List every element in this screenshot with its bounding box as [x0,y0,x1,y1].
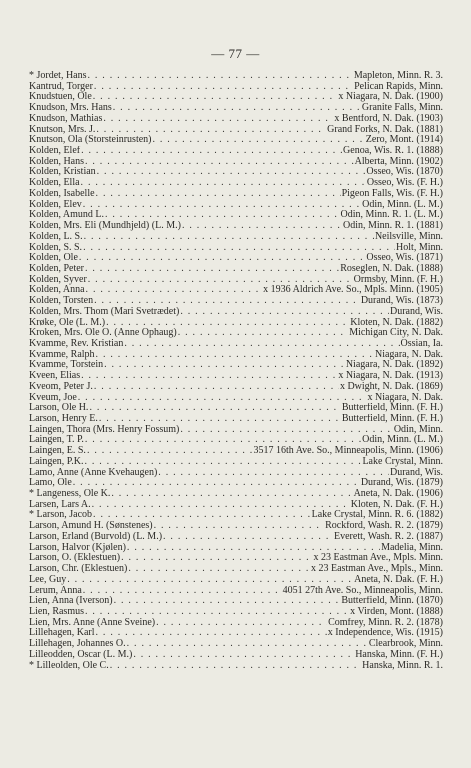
entry-name: Kroken, Mrs. Ole O. (Anne Ophaug) [29,328,177,339]
dot-leader [158,468,389,479]
dot-leader [86,285,263,296]
entry-place: Butterfield, Minn. (F. H.) [341,414,443,424]
list-item [29,167,443,178]
list-item [29,178,443,189]
entry-name: Knudson, Mathias [29,113,103,124]
entry-name: Kvamme, Ralph [29,349,95,360]
page-number: — 77 — [211,46,260,61]
list-item [29,521,443,532]
list-item [29,253,443,264]
list-item [29,371,443,382]
dot-leader [67,575,353,586]
list-item [29,243,443,254]
entry-name: Knutson, Mrs. J. [29,124,96,135]
dot-leader [83,586,282,597]
list-item [29,382,443,393]
entry-name: * Langeness, Ole K. [29,489,111,500]
entry-name: Kvamme, Torstein [29,360,104,371]
list-item [29,628,443,639]
dot-leader [124,339,399,350]
list-item [29,586,443,597]
entry-name: Laingen, E. S. [29,446,86,457]
entry-place: x Dwight, N. Dak. (1869) [339,381,443,392]
dot-leader [88,71,353,82]
list-item [29,489,443,500]
entry-name: Knutson, Ola (Storsteinrusten) [29,135,152,146]
list-item [29,457,443,468]
entry-place: Aneta, N. Dak. (1906) [353,489,443,500]
dot-leader [92,500,350,511]
entry-place: Aneta, N. Dak. (F. H.) [354,574,443,585]
entry-name: Kolden, Ole [29,253,78,264]
entry-place: Odin, Minn. (L. M.) [362,435,443,446]
dot-leader [85,264,339,275]
list-item [29,478,443,489]
entry-name: Kolden, Torsten [29,296,94,307]
entry-place: x 1936 Aldrich Ave. So., Mpls. Minn. (1905) [263,285,443,296]
entry-name: Kolden, Ella [29,178,80,189]
list-item [29,125,443,136]
entry-name: * Lilleolden, Ole C. [29,660,109,671]
dot-leader [73,478,360,489]
member-directory-list [29,71,443,671]
list-item [29,650,443,661]
entry-place: Durand, Wis. [389,306,443,317]
entry-name: Kolden, Elef [29,146,81,157]
entry-name: Laingen, Thora (Mrs. Henry Fossum) [29,424,180,435]
list-item [29,114,443,125]
entry-place: Odin, Minn. [393,424,443,435]
entry-place: Roseglen, N. Dak. (1888) [340,263,443,274]
list-item [29,210,443,221]
entry-place: x Niagara, N. Dak. [367,392,443,403]
entry-place: 4051 27th Ave. So., Minneapolis, Minn. [282,585,443,596]
dot-leader [104,360,345,371]
entry-place: Osseo, Wis. (1870) [366,167,443,178]
list-item [29,446,443,457]
entry-name: Krøke, Ole (L. M.) [29,317,106,328]
list-item [29,403,443,414]
list-item [29,468,443,479]
dot-leader [121,553,312,564]
list-item [29,285,443,296]
entry-name: Kveum, Joe [29,392,77,403]
entry-place: Durand, Wis. [389,467,443,478]
dot-leader [114,596,341,607]
entry-name: Kolden, Syver [29,274,87,285]
list-item [29,264,443,275]
entry-name: Lerum, Anna [29,585,82,596]
entry-place: Comfrey, Minn. R. 2. (1878) [328,617,443,628]
entry-place: Hanska, Minn. R. 1. [362,660,443,671]
dot-leader [163,532,333,543]
entry-place: Alberta, Minn. (1902) [354,156,443,167]
entry-place: Odin, Minn. R. 1. (L. M.) [340,210,443,221]
dot-leader [96,189,341,200]
entry-name: Kvamme, Rev. Kristian [29,338,124,349]
list-item [29,103,443,114]
dot-leader [180,425,392,436]
dot-leader [106,318,349,329]
entry-name: Lillehagen, Johannes O. [29,639,126,650]
entry-place: Madelia, Minn. [381,542,443,553]
entry-place: Butterfield, Minn. (F. H.) [341,403,443,414]
entry-name: Lamo, Anne (Anne Kvehaugen) [29,467,158,478]
dot-leader [103,114,333,125]
list-item [29,189,443,200]
dot-leader [178,328,348,339]
entry-name: Kolden, Anna [29,285,85,296]
entry-name: * Jordet, Hans [29,71,87,81]
entry-place: Niagara, N. Dak. (1892) [345,360,443,371]
list-item [29,146,443,157]
entry-place: Clearbrook, Minn. [368,639,443,650]
entry-name: Larsen, Lars A. [29,499,91,510]
list-item [29,564,443,575]
dot-leader [83,200,361,211]
entry-name: Kolden, Hans [29,156,84,167]
dot-leader [96,628,327,639]
list-item [29,318,443,329]
dot-leader [111,489,352,500]
entry-name: Kolden, Elev [29,199,82,210]
dot-leader [79,253,365,264]
dot-leader [81,146,342,157]
entry-place: Zero, Mont. (1914) [365,135,443,146]
entry-name: Kveom, Peter J. [29,381,93,392]
entry-name: Larson, Halvor (Kjølen) [29,542,126,553]
entry-name: Kolden, Mrs. Thom (Mari Svetrædet) [29,306,180,317]
dot-leader [96,350,374,361]
list-item [29,425,443,436]
list-item [29,532,443,543]
entry-name: Kolden, L. S. [29,231,83,242]
dot-leader [97,167,366,178]
dot-leader [85,607,349,618]
entry-place: Odin, Minn. R. 1. (1881) [343,221,443,232]
entry-place: Niagara, N. Dak. [374,349,443,360]
list-item [29,575,443,586]
entry-name: Larson, Chr. (Eklestuen) [29,564,128,575]
entry-name: Knudson, Mrs. Hans [29,103,112,114]
entry-place: Odin, Minn. (L. M.) [362,199,443,210]
list-item [29,639,443,650]
entry-place: Neilsville, Minn. [374,231,443,242]
dot-leader [99,414,341,425]
entry-name: Lien, Anna (Iverson) [29,596,113,607]
list-item [29,360,443,371]
dot-leader [182,221,342,232]
entry-name: Lien, Mrs. Anne (Anne Sveine) [29,617,156,628]
entry-name: * Larson, Jacob [29,510,93,521]
entry-place: Genoa, Wis. R. 1. (1888) [343,146,443,157]
dot-leader [110,661,361,672]
entry-place: Lake Crystal, Minn. [362,456,443,467]
entry-place: Rockford, Wash. R. 2. (1879) [325,521,443,532]
entry-place: Hanska, Minn. (F. H.) [355,649,443,660]
list-item [29,393,443,404]
dot-leader [84,232,374,243]
dot-leader [96,125,326,136]
dot-leader [83,243,395,254]
list-item [29,350,443,361]
entry-place: Grand Forks, N. Dak. (1881) [327,124,443,135]
dot-leader [84,457,361,468]
dot-leader [156,618,327,629]
dot-leader [128,564,310,575]
entry-place: Michigan City, N. Dak. [349,328,443,339]
dot-leader [94,296,360,307]
dot-leader [78,393,367,404]
list-item [29,339,443,350]
list-item [29,296,443,307]
dot-leader [94,382,339,393]
entry-place: x Independence, Wis. (1915) [327,628,443,639]
dot-leader [85,157,354,168]
list-item [29,157,443,168]
entry-name: Kolden, Mrs. Eli (Mundhjeld) (L. M.) [29,221,181,232]
dot-leader [93,92,338,103]
list-item [29,607,443,618]
entry-place: Granite Falls, Minn. [361,103,443,114]
list-item [29,661,443,672]
list-item [29,435,443,446]
dot-leader [180,307,389,318]
entry-place: Mapleton, Minn. R. 3. [353,71,443,81]
dot-leader [105,210,340,221]
list-item [29,543,443,554]
entry-name: Lamo, Ole [29,478,72,489]
list-item [29,618,443,629]
entry-place: Kloten, N. Dak. (F. H.) [350,499,443,510]
entry-place: x 23 Eastman Ave., Mpls., Minn. [310,564,443,575]
entry-place: Durand, Wis. (1873) [360,296,443,307]
dot-leader [127,639,368,650]
entry-place: Butterfield, Minn. (1870) [341,596,443,607]
entry-place: x Bentford, N. Dak. (1903) [334,113,443,124]
entry-place: Durand, Wis. (1879) [360,478,443,489]
list-item [29,553,443,564]
entry-name: Kantrud, Torger [29,81,93,92]
dot-leader [89,403,340,414]
entry-name: Kveen, Elias [29,371,81,382]
list-item [29,92,443,103]
dot-leader [113,103,361,114]
entry-place: Pigeon Falls, Wis. (F. H.) [341,188,443,199]
entry-place: Ormsby, Minn. (F. H.) [353,274,443,285]
list-item [29,71,443,82]
entry-place: Holt, Minn. [396,242,443,253]
list-item [29,135,443,146]
list-item [29,307,443,318]
dot-leader [88,275,353,286]
entry-name: Larson, Ole H. [29,403,89,414]
dot-leader [87,446,253,457]
list-item [29,596,443,607]
entry-place: Kloten, N. Dak. (1882) [350,317,443,328]
dot-leader [81,371,337,382]
entry-name: Kolden, Peter [29,263,84,274]
list-item [29,232,443,243]
dot-leader [127,543,380,554]
entry-place: x Niagara, N. Dak. (1900) [338,92,443,103]
entry-name: Larson, Amund H. (Sønstenes) [29,521,153,532]
list-item [29,275,443,286]
entry-name: Kolden, Amund L. [29,210,104,221]
entry-name: Larson, O. (Eklestuen) [29,553,121,564]
entry-name: Larson, Henry E. [29,414,98,424]
entry-place: Osseo, Wis. (F. H.) [366,178,443,189]
list-item [29,500,443,511]
entry-name: Lee, Guy [29,574,67,585]
entry-name: Larson, Erland (Burvold) (L. M.) [29,531,163,542]
dot-leader [94,82,353,93]
dot-leader [154,521,325,532]
dot-leader [153,135,365,146]
entry-place: Osseo, Wis. (1871) [366,253,443,264]
entry-place: x Niagara, N. Dak. (1913) [338,371,443,382]
entry-name: Knudstuen, Ole [29,92,92,103]
entry-place: 3517 16th Ave. So., Minneapolis, Minn. (1906) [253,446,443,457]
list-item [29,82,443,93]
entry-name: Kolden, S. S. [29,242,83,253]
entry-place: Everett, Wash. R. 2. (1887) [334,531,443,542]
entry-name: Lien, Rasmus [29,606,84,617]
entry-name: Kolden, Kristian [29,167,96,178]
entry-place: Pelican Rapids, Minn. [354,81,443,92]
entry-name: Laingen, P.K. [29,456,84,467]
entry-place: x 23 Eastman Ave., Mpls. Minn. [313,553,443,564]
dot-leader [85,435,361,446]
list-item [29,414,443,425]
entry-name: Lilleodden, Oscar (L. M.) [29,649,133,660]
dot-leader [133,650,354,661]
entry-place: Lake Crystal, Minn. R. 6. (1882) [311,510,443,521]
list-item [29,328,443,339]
entry-name: Lillehagen, Karl [29,628,95,639]
list-item [29,221,443,232]
dot-leader [81,178,366,189]
entry-name: Kolden, Isabelle [29,188,95,199]
entry-place: x Virden, Mont. (1888) [350,606,443,617]
dot-leader [93,510,311,521]
entry-name: Laingen, T. P. [29,435,84,446]
list-item [29,200,443,211]
entry-place: Ossian, Ia. [400,338,443,349]
list-item [29,510,443,521]
